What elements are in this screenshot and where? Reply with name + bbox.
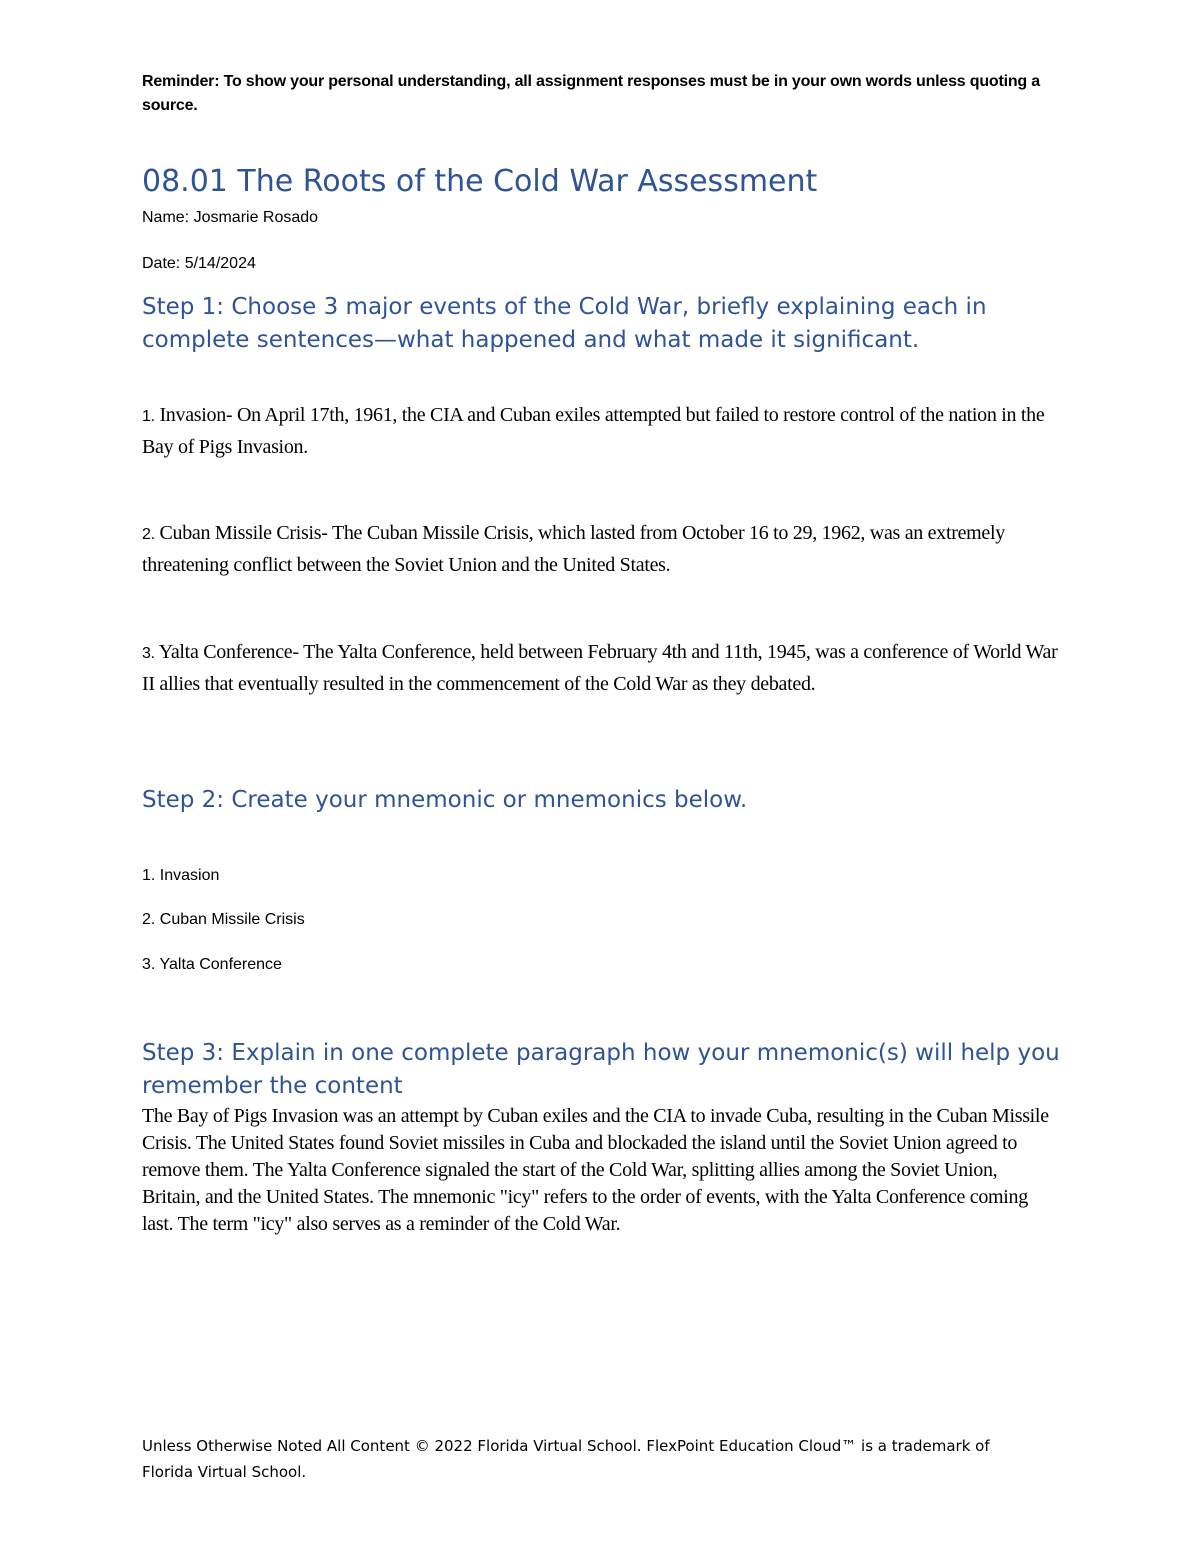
event-text: Invasion- On April 17th, 1961, the CIA and Cuban exiles attempted but failed to restore control of the nation in the Bay of Pigs Invasion. [142,404,1045,458]
event-item-2 [142,518,1062,580]
step1-heading: Step 1: Choose 3 major events of the Cold War, briefly explaining each in complete sentences—what happened and what made it significant. [142,294,987,353]
step3-heading: Step 3: Explain in one complete paragraph how your mnemonic(s) will help you remember the content [142,1040,1060,1099]
event-number: 2. [142,526,155,543]
document-page [142,0,1062,1553]
mnemonic-item-2: 2. Cuban Missile Crisis [142,911,305,928]
reminder-note [142,70,1052,118]
event-text: Yalta Conference- The Yalta Conference, held between February 4th and 11th, 1945, was a conference of World War II allies that eventually resulted in the commencement of the Cold War as they debated. [142,641,1058,695]
student-name: Name: Josmarie Rosado [142,209,319,226]
document-title: 08.01 The Roots of the Cold War Assessment [142,164,818,199]
event-number: 3. [142,645,155,662]
event-text: Cuban Missile Crisis- The Cuban Missile Crisis, which lasted from October 16 to 29, 1962, was an extremely threatening conflict between the Soviet Union and the United States. [142,522,1005,576]
mnemonic-item-1: 1. Invasion [142,867,220,884]
reminder-text: To show your personal understanding, all assignment responses must be in your own words unless quoting a source. [142,73,1040,114]
assignment-date: Date: 5/14/2024 [142,255,256,272]
event-item-1 [142,400,1062,462]
reminder-label: Reminder: [142,73,220,90]
event-number: 1. [142,408,155,425]
step3-paragraph: The Bay of Pigs Invasion was an attempt by Cuban exiles and the CIA to invade Cuba, resulting in the Cuban Missile Crisis. The United States found Soviet missiles in Cuba and blockaded the island until the Soviet Union agreed to remove them. The Yalta Conference signaled the start of the Cold War, splitting allies among the Soviet Union, Britain, and the United States. The mnemonic "icy" refers to the order of events, with the Yalta Conference coming last. The term "icy" also serves as a reminder of the Cold War. [142,1105,1049,1235]
copyright-footer: Unless Otherwise Noted All Content © 2022 Florida Virtual School. FlexPoint Education Cloud™ is a trademark of Florida Virtual School. [142,1437,990,1481]
step2-heading: Step 2: Create your mnemonic or mnemonics below. [142,787,748,813]
mnemonic-item-3: 3. Yalta Conference [142,956,282,973]
event-item-3 [142,637,1062,699]
